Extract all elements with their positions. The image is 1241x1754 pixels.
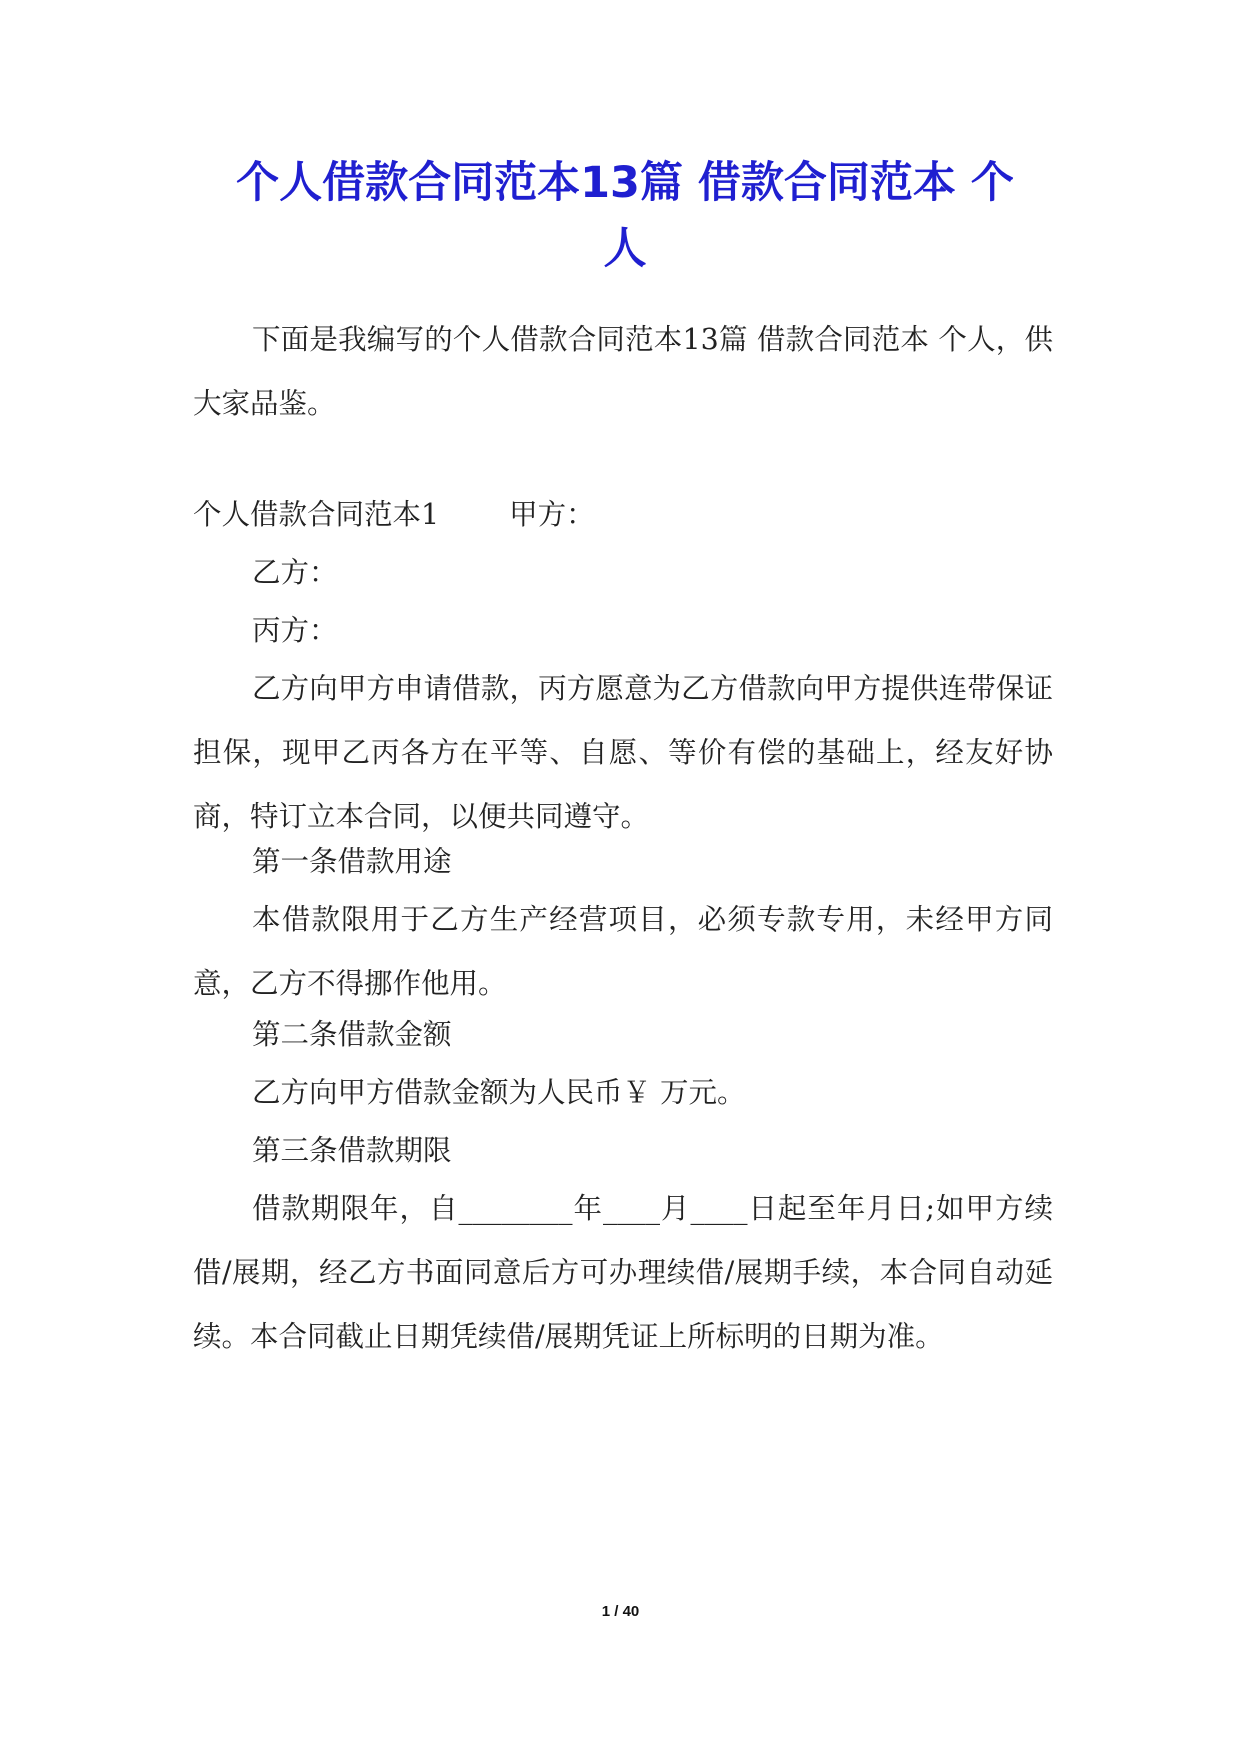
article3-title: 第三条借款期限	[252, 1134, 452, 1167]
party-a-label: 甲方：	[509, 498, 595, 531]
section-heading: 个人借款合同范本1	[193, 498, 440, 531]
preamble-paragraph: 乙方向甲方申请借款，丙方愿意为乙方借款向甲方提供连带保证担保，现甲乙丙各方在平等、自愿、等价有偿的基础上，经友好协商，特订立本合同，以便共同遵守。	[193, 672, 1053, 833]
page-number: 1 / 40	[601, 1603, 640, 1620]
document-title-line1: 个人借款合同范本13篇 借款合同范本 个	[236, 158, 1014, 208]
party-c-label: 丙方：	[252, 614, 338, 647]
article1-body: 本借款限用于乙方生产经营项目，必须专款专用，未经甲方同意，乙方不得挪作他用。	[193, 903, 1053, 1000]
document-title-line2: 人	[603, 224, 647, 274]
party-b-label: 乙方：	[252, 556, 338, 589]
article2-body: 乙方向甲方借款金额为人民币￥ 万元。	[252, 1076, 746, 1109]
article1-title: 第一条借款用途	[252, 845, 452, 878]
article2-title: 第二条借款金额	[252, 1018, 452, 1051]
intro-paragraph: 下面是我编写的个人借款合同范本13篇 借款合同范本 个人，供大家品鉴。	[193, 323, 1053, 420]
section-heading-line	[193, 483, 1053, 547]
article3-body: 借款期限年，自________年____月____日起至年月日;如甲方续借/展期，经乙方书面同意后方可办理续借/展期手续，本合同自动延续。本合同截止日期凭续借/展期凭证上所标明的日期为准。	[193, 1192, 1053, 1353]
